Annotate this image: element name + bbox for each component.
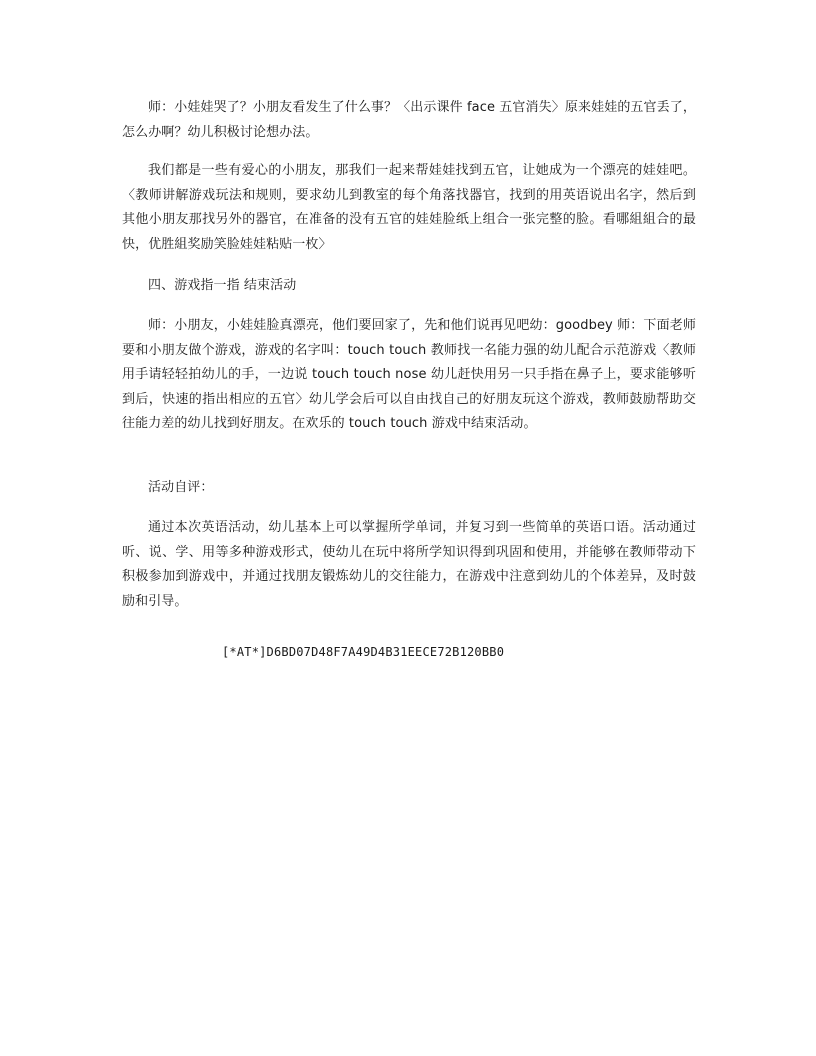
section-heading-self-evaluation: 活动自评： [148,480,214,495]
paragraph-teacher-doll-crying: 师：小娃娃哭了？小朋友看发生了什么事？〈出示课件 face 五官消失〉原来娃娃的五官丢了，怎么办啊？幼儿积极讨论想办法。 [122,100,696,140]
paragraph-touch-game: 师：小朋友，小娃娃脸真漂亮，他们要回家了，先和他们说再见吧幼：goodbey 师：下面老师要和小朋友做个游戏，游戏的名字叫：touch touch 教师找一名能力强的幼儿配合示范游戏〈教师用手请轻轻拍幼儿的手，一边说 touch touch nose 幼儿赶快用另一只手指在鼻子上，要求能够听到后，快速的指出相应的五官〉幼儿学会后可以自由找自己的好朋友玩这个游戏，教师鼓励帮助交往能力差的幼儿找到好朋友。在欢乐的 touch touch 游戏中结束活动。 [122,318,696,431]
document-code-line: [*AT*]D6BD07D48F7A49D4B31EECE72B120BB0 [222,645,505,659]
paragraph-find-facial-features: 我们都是一些有爱心的小朋友，那我们一起来帮娃娃找到五官，让她成为一个漂亮的娃娃吧。〈教师讲解游戏玩法和规则，要求幼儿到教室的每个角落找器官，找到的用英语说出名字，然后到其他小朋友那找另外的器官，在准备的没有五官的娃娃脸纸上组合一张完整的脸。看哪組組合的最快，优胜組奖励笑脸娃娃粘贴一枚〉 [122,163,696,252]
paragraph-self-evaluation: 通过本次英语活动，幼儿基本上可以掌握所学单词，并复习到一些简单的英语口语。活动通过听、说、学、用等多种游戏形式，使幼儿在玩中将所学知识得到巩固和使用，并能够在教师带动下积极参加到游戏中，并通过找朋友锻炼幼儿的交往能力，在游戏中注意到幼儿的个体差异，及时鼓励和引导。 [122,520,696,609]
section-heading-game: 四、游戏指一指 结束活动 [148,278,297,293]
